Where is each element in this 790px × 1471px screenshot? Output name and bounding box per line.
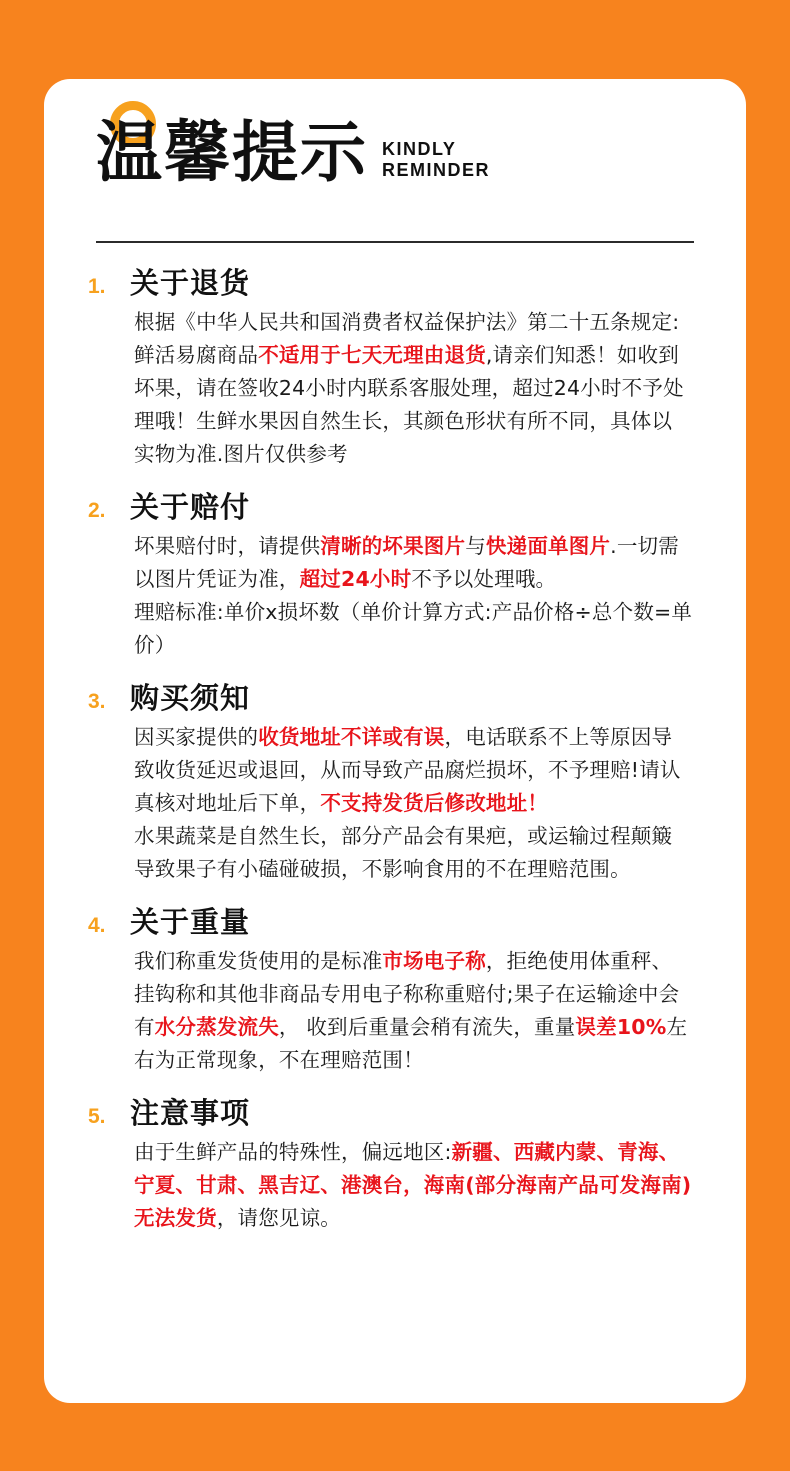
highlighted-text: 不适用于七天无理由退货 xyxy=(258,343,486,367)
section-heading xyxy=(88,676,702,717)
section xyxy=(88,261,702,471)
section-line xyxy=(134,306,702,339)
section-line xyxy=(134,853,702,886)
page-title: 温馨提示 xyxy=(96,114,368,191)
highlighted-text: 无法发货 xyxy=(134,1206,217,1230)
body-text: 价） xyxy=(134,633,176,657)
section-line xyxy=(134,978,702,1011)
body-text: 以图片凭证为准， xyxy=(134,567,300,591)
section-line xyxy=(134,629,702,662)
section-line xyxy=(134,754,702,787)
body-text: 真核对地址后下单， xyxy=(134,791,321,815)
section-line xyxy=(134,1011,702,1044)
section-number: 3. xyxy=(88,690,106,713)
body-text: ，电话联系不上等原因导 xyxy=(444,725,673,749)
highlighted-text: 不支持发货后修改地址！ xyxy=(320,791,549,815)
body-text: 实物为准.图片仅供参考 xyxy=(134,442,348,466)
sections-container xyxy=(44,243,746,1235)
section-title: 关于赔付 xyxy=(130,490,251,524)
section-line xyxy=(134,530,702,563)
section-heading xyxy=(88,1091,702,1132)
section-heading xyxy=(88,485,702,526)
body-text: 导致果子有小磕碰破损，不影响食用的不在理赔范围。 xyxy=(134,857,631,881)
section-body xyxy=(134,721,702,886)
body-text: ，拒绝使用体重秤、 xyxy=(485,949,673,973)
section-line xyxy=(134,820,702,853)
subtitle-line-1: KINDLY xyxy=(382,139,457,159)
body-text: ， 收到后重量会稍有流失，重量 xyxy=(278,1015,576,1039)
body-text: 坏果赔付时，请提供 xyxy=(134,534,321,558)
section-heading xyxy=(88,900,702,941)
section-line xyxy=(134,596,702,629)
section-line xyxy=(134,721,702,754)
body-text: 我们称重发货使用的是标准 xyxy=(134,949,383,973)
section xyxy=(88,485,702,662)
body-text: 鲜活易腐商品 xyxy=(134,343,259,367)
section-title: 购买须知 xyxy=(130,681,251,715)
highlighted-text: 收货地址不详或有误 xyxy=(258,725,445,749)
body-text: 因买家提供的 xyxy=(134,725,259,749)
section-heading xyxy=(88,261,702,302)
section-body xyxy=(134,1136,702,1235)
body-text: 根据《中华人民共和国消费者权益保护法》第二十五条规定: xyxy=(134,310,680,334)
body-text: ，请您见谅。 xyxy=(216,1206,342,1230)
section-line xyxy=(134,1169,702,1202)
title-block xyxy=(96,114,746,191)
subtitle-line-2: REMINDER xyxy=(382,160,491,180)
section-number: 2. xyxy=(88,499,106,522)
section xyxy=(88,900,702,1077)
highlighted-text: 水分蒸发流失 xyxy=(154,1015,279,1039)
highlighted-text: 市场电子称 xyxy=(382,949,486,973)
highlighted-text: 宁夏、甘肃、黑吉辽、港澳台，海南(部分海南产品可发海南) xyxy=(134,1173,692,1197)
highlighted-text: 超过24小时 xyxy=(299,567,412,591)
section-line xyxy=(134,1044,702,1077)
section-line xyxy=(134,1202,702,1235)
section-line xyxy=(134,563,702,596)
card-header xyxy=(44,79,746,219)
body-text: 右为正常现象，不在理赔范围！ xyxy=(134,1048,424,1072)
page-subtitle xyxy=(382,139,490,181)
section-title: 关于重量 xyxy=(130,905,251,939)
section-line xyxy=(134,372,702,405)
section-number: 5. xyxy=(88,1105,106,1128)
reminder-card xyxy=(44,79,746,1403)
section xyxy=(88,1091,702,1235)
body-text: 理赔标准:单价x损坏数（单价计算方式:产品价格÷总个数=单 xyxy=(134,600,693,624)
highlighted-text: 新疆、西藏内蒙、青海、 xyxy=(451,1140,680,1164)
section-number: 4. xyxy=(88,914,106,937)
body-text: 挂钩称和其他非商品专用电子称称重赔付;果子在运输途中会 xyxy=(134,982,680,1006)
section-line xyxy=(134,405,702,438)
section-line xyxy=(134,787,702,820)
section-title: 关于退货 xyxy=(130,266,251,300)
section-line xyxy=(134,1136,702,1169)
body-text: 由于生鲜产品的特殊性，偏远地区: xyxy=(134,1140,452,1164)
section-body xyxy=(134,306,702,471)
body-text: 不予以处理哦。 xyxy=(411,567,557,591)
body-text: 致收货延迟或退回，从而导致产品腐烂损坏，不予理赔!请认 xyxy=(134,758,681,782)
body-text: 与 xyxy=(465,534,486,558)
section-line xyxy=(134,438,702,471)
highlighted-text: 清晰的坏果图片 xyxy=(320,534,466,558)
body-text: ,请亲们知悉！如收到 xyxy=(485,343,679,367)
body-text: 左 xyxy=(666,1015,688,1039)
body-text: 水果蔬菜是自然生长，部分产品会有果疤，或运输过程颠簸 xyxy=(134,824,673,848)
highlighted-text: 快递面单图片 xyxy=(485,534,611,558)
body-text: 坏果，请在签收24小时内联系客服处理，超过24小时不予处 xyxy=(134,376,684,400)
section-line xyxy=(134,945,702,978)
body-text: .一切需 xyxy=(610,534,679,558)
body-text: 理哦！生鲜水果因自然生长，其颜色形状有所不同，具体以 xyxy=(134,409,673,433)
section-body xyxy=(134,530,702,662)
section-number: 1. xyxy=(88,275,106,298)
body-text: 有 xyxy=(134,1015,155,1039)
section-line xyxy=(134,339,702,372)
section xyxy=(88,676,702,886)
section-body xyxy=(134,945,702,1077)
section-title: 注意事项 xyxy=(130,1096,251,1130)
highlighted-text: 误差10% xyxy=(575,1015,667,1039)
